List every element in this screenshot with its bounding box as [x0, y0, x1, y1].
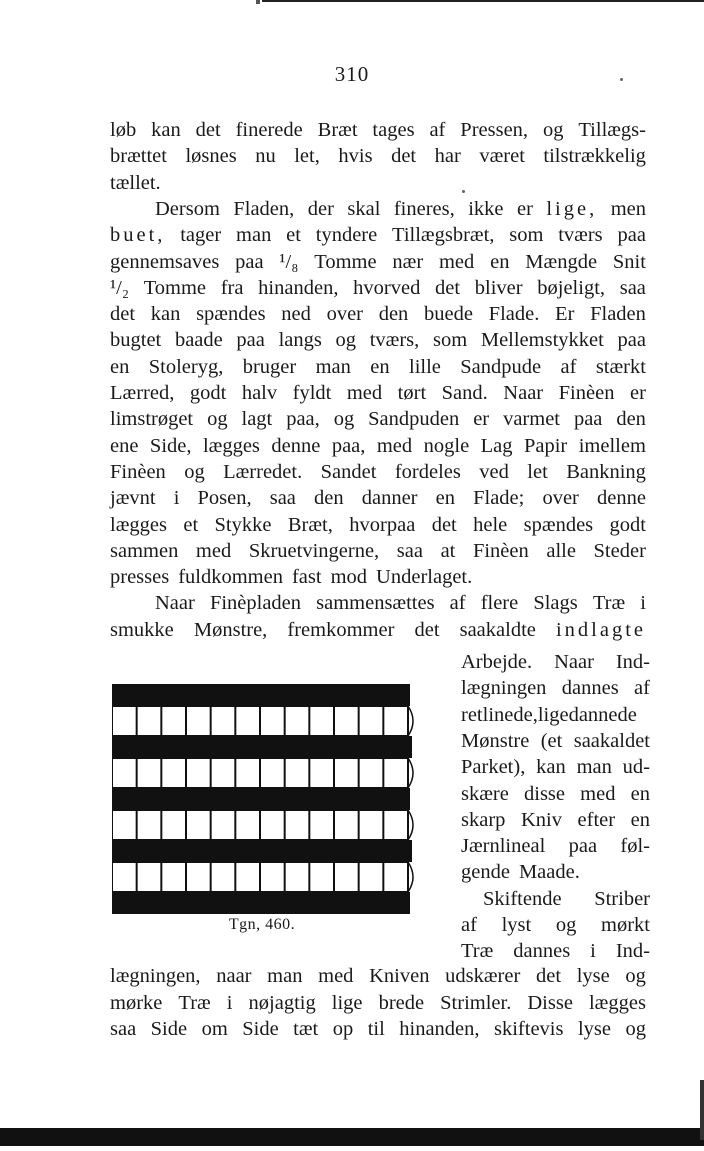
text-line [110, 432, 646, 460]
text-line [483, 885, 650, 913]
word: om [201, 1018, 228, 1040]
word: (et [540, 729, 563, 752]
word: smukke [110, 618, 174, 641]
word: skal [347, 197, 381, 220]
word: alle [546, 539, 576, 562]
word: skære [461, 782, 509, 805]
word: Fladen, [233, 197, 295, 220]
word: brede [378, 991, 425, 1014]
word: varmet [503, 408, 560, 431]
word: fra [220, 276, 244, 299]
word: skiftevis [494, 1018, 564, 1040]
word: nogle [423, 434, 470, 457]
word: hvis [338, 145, 373, 168]
word: nøjagtig [248, 991, 316, 1014]
dark-stripe [112, 840, 412, 862]
word: Lærredet. [223, 460, 303, 483]
word: let, [294, 145, 320, 168]
word: i [226, 991, 233, 1014]
word: mørke [110, 991, 163, 1014]
word: en [110, 355, 130, 378]
word: hele [473, 513, 508, 536]
word: indlagte [555, 618, 646, 641]
word: Bankning [566, 460, 646, 483]
word: lige [331, 991, 363, 1014]
word: Fladen [590, 303, 646, 326]
word: hvorpaa [349, 513, 416, 536]
word: man [315, 355, 351, 378]
word: kan [150, 303, 181, 326]
word: paa [617, 329, 646, 352]
word: Finèpladen [209, 592, 302, 615]
word: fyldt [292, 382, 332, 404]
word: saa [396, 539, 423, 562]
text-line [110, 537, 646, 565]
word: har [434, 145, 461, 168]
word: i [590, 940, 596, 963]
word: i [173, 487, 180, 510]
word: med [376, 434, 413, 457]
word: Arbejde. [461, 651, 533, 673]
text-line [110, 1015, 646, 1043]
word: Ind- [615, 940, 650, 963]
word: det [195, 119, 221, 141]
word: fineres, [393, 197, 455, 220]
word: nu [255, 145, 276, 168]
word: hinanden, [399, 1018, 480, 1040]
word: mørkt [601, 914, 650, 936]
word: finerede [235, 119, 303, 141]
word: saa [269, 487, 296, 510]
word: i [640, 592, 646, 615]
word: Maade. [518, 861, 580, 884]
word: Posen, [197, 487, 252, 510]
word: Træ [178, 991, 211, 1014]
word: tages [372, 119, 415, 141]
word: Mellemstykket [480, 329, 604, 352]
text-line [461, 753, 650, 781]
word: man [267, 965, 303, 987]
word: skarp [461, 808, 506, 831]
word: baade [174, 329, 223, 352]
word: Finèen [110, 460, 166, 483]
word: lyse [577, 1018, 611, 1040]
word: lægges [110, 513, 167, 536]
word: godt [609, 513, 646, 536]
word: og [335, 329, 357, 352]
word: Skiftende [483, 887, 562, 910]
word: paa [568, 835, 598, 858]
text-line [461, 806, 650, 834]
word: Skruetvingerne, [248, 539, 380, 562]
top-border [262, 0, 704, 2]
word: lægningen [461, 677, 547, 700]
scan-speck [620, 78, 623, 81]
word: Pressen, [460, 119, 529, 141]
word: tyndere [315, 224, 378, 247]
word: og [333, 408, 355, 431]
word: tæt [293, 1018, 319, 1040]
word: Tillægsbræt, [392, 224, 495, 247]
word: til [367, 1018, 385, 1040]
word: paa, [331, 434, 366, 457]
word: og [184, 460, 205, 483]
word: og [207, 408, 228, 431]
text-line [461, 701, 650, 729]
text-line [110, 142, 646, 170]
word: lyse [576, 965, 610, 987]
word: lyst [501, 914, 532, 936]
word: fremkommer [287, 618, 395, 641]
light-stripe [112, 758, 413, 788]
word: Snit [612, 250, 646, 273]
word: en [630, 782, 650, 805]
text-line [110, 484, 646, 512]
word: spændes [523, 513, 594, 536]
word: den [314, 487, 344, 510]
word: og [542, 119, 564, 141]
word: tørt [397, 382, 427, 404]
word: Lærred, [110, 382, 175, 404]
word: dannes [513, 940, 571, 963]
word: bliver [474, 276, 523, 299]
word: at [440, 539, 456, 562]
word: det [535, 965, 562, 987]
word: man [236, 224, 272, 247]
word: naar [216, 965, 252, 987]
word: efter [577, 808, 616, 831]
word: det [435, 276, 461, 299]
word: lagt [241, 408, 273, 431]
word: Bræt, [287, 513, 333, 536]
word: presses [110, 566, 170, 589]
word: Slags [533, 592, 578, 615]
word: en [630, 808, 650, 831]
word: og [625, 1018, 646, 1040]
word: bruger [242, 355, 297, 378]
word: et [183, 513, 199, 536]
word: med [438, 250, 475, 273]
word: gende [461, 861, 510, 884]
word: over [326, 303, 363, 326]
text-line [461, 674, 650, 702]
word: Finèen [558, 382, 615, 404]
word: saakaldet [573, 729, 650, 752]
word: Bræt [317, 119, 358, 141]
word: Naar [503, 382, 544, 404]
word: Ind- [615, 651, 650, 673]
word: paa [617, 224, 646, 247]
word: er [629, 382, 646, 404]
word: Disse [527, 991, 573, 1014]
dark-stripe [112, 788, 410, 810]
word: som [509, 224, 544, 247]
word: ned [281, 303, 311, 326]
word: retlinede,ligedannede [461, 703, 637, 726]
word: imellem [578, 434, 646, 457]
word: Papir [523, 434, 568, 457]
text-line [110, 616, 646, 644]
word: Stykke [214, 513, 272, 536]
word: Strimler. [440, 991, 512, 1014]
word: er [473, 408, 490, 431]
word: Kniv [520, 808, 562, 831]
word: buet, [110, 224, 166, 247]
word: langs [278, 329, 322, 352]
text-line [461, 832, 650, 860]
word: halv [241, 382, 278, 404]
word: danner [361, 487, 418, 510]
word: Parket), [461, 756, 526, 779]
text-line [110, 353, 646, 381]
word: flere [480, 592, 519, 615]
word: sammen [110, 539, 179, 562]
word: lægningen, [110, 965, 201, 987]
word: disse [524, 782, 565, 805]
word: er [516, 197, 533, 220]
text-line [461, 648, 650, 676]
word: Mønstre, [193, 618, 268, 641]
word: saa [110, 1018, 137, 1040]
word: Underlaget. [376, 566, 473, 589]
word: været [479, 145, 525, 168]
word: det [414, 618, 440, 641]
word: den [616, 408, 646, 431]
text-line [110, 116, 646, 144]
text-line [155, 195, 646, 223]
word: tilstrækkelig [543, 145, 646, 168]
figure-parquet-stripes [112, 684, 430, 916]
word: Side [242, 1018, 279, 1040]
word: lige, [546, 197, 598, 220]
word: fuldkommen [178, 566, 283, 589]
word: tager [180, 224, 222, 247]
figure-caption: Tgn, 460. [228, 916, 296, 933]
text-line [461, 727, 650, 755]
word: hvorved [353, 276, 421, 299]
word: og [555, 914, 577, 936]
text-line [110, 458, 646, 486]
word: løsnes [185, 145, 237, 168]
word: Striber [594, 887, 650, 910]
text-line [461, 858, 650, 886]
page-edge [700, 1080, 704, 1140]
text-line [110, 169, 646, 197]
dark-stripe [112, 892, 410, 914]
word: godt [189, 382, 227, 404]
word: tværs [558, 224, 603, 247]
text-line [110, 326, 646, 354]
word: Naar [155, 592, 195, 615]
word: men [610, 197, 646, 220]
word: ved [479, 460, 509, 483]
word: Dersom [155, 197, 220, 220]
word: tællet. [110, 171, 161, 194]
word: stærkt [595, 355, 646, 378]
word: let [527, 460, 548, 483]
word: som [432, 329, 468, 352]
word: der [307, 197, 334, 220]
word: saa [619, 276, 646, 299]
text-line [110, 989, 646, 1017]
word: det [431, 513, 457, 536]
word: spændes [196, 303, 266, 326]
word: Lag [480, 434, 513, 457]
word: en [435, 487, 455, 510]
word: sammensættes [316, 592, 435, 615]
word: lægges [588, 991, 646, 1014]
word: paa [236, 329, 265, 352]
word: Er [555, 303, 575, 326]
dark-stripe [112, 684, 410, 706]
word: Flade; [473, 487, 525, 510]
text-line [110, 379, 646, 407]
word: Tomme [143, 276, 207, 299]
word: brættet [110, 145, 167, 168]
light-stripe [112, 810, 413, 840]
word: føl- [620, 835, 650, 858]
word: Side [150, 1018, 188, 1040]
word: fordeles [394, 460, 461, 483]
word: ikke [468, 197, 504, 220]
word: tværs, [369, 329, 420, 352]
word: Steder [593, 539, 646, 562]
word: ¹/₈ [279, 250, 299, 273]
word: bøjeligt, [537, 276, 606, 299]
word: Stoleryg, [148, 355, 224, 378]
word: ¹/₂ [110, 276, 129, 299]
word: Tomme [314, 250, 377, 273]
scan-speck [462, 190, 465, 193]
word: Mønstre [461, 729, 530, 752]
text-line [110, 563, 646, 591]
scan-mark [256, 0, 260, 4]
word: Tillægs- [578, 119, 646, 141]
word: kan [536, 756, 566, 779]
word: med [346, 382, 383, 404]
text-line [110, 248, 646, 276]
word: Sandpude [460, 355, 542, 378]
word: fast [291, 566, 322, 589]
word: gennemsaves [110, 250, 220, 273]
word: man [576, 756, 612, 779]
word: nær [392, 250, 424, 273]
word: Naar [554, 651, 594, 673]
light-stripe [112, 706, 413, 736]
word: limstrøget [110, 408, 194, 431]
word: af [449, 592, 466, 615]
word: denne [271, 434, 321, 457]
word: mod [330, 566, 368, 589]
word: af [560, 355, 577, 378]
text-line [461, 911, 650, 939]
word: det [110, 303, 136, 326]
text-line [110, 300, 646, 328]
word: paa [573, 408, 603, 431]
word: Sand. [441, 382, 488, 404]
word: af [429, 119, 446, 141]
word: ene [110, 434, 139, 457]
word: og [625, 965, 646, 987]
word: Kniven [369, 965, 430, 987]
word: en [370, 355, 390, 378]
word: jævnt [110, 487, 156, 510]
word: Finèen [472, 539, 529, 562]
word: af [634, 677, 650, 700]
word: Side, [149, 434, 192, 457]
word: det [391, 145, 417, 168]
word: paa, [286, 408, 320, 431]
word: Sandet [320, 460, 377, 483]
word: udskærer [445, 965, 521, 987]
word: med [580, 782, 616, 805]
text-line [110, 962, 646, 990]
word: denne [597, 487, 646, 510]
text-line [155, 589, 646, 617]
word: med [195, 539, 232, 562]
word: med [318, 965, 354, 987]
word: den [378, 303, 409, 326]
text-line [110, 274, 646, 302]
text-line [110, 405, 646, 433]
word: ud- [622, 756, 650, 779]
light-stripe [112, 862, 413, 892]
word: løb [110, 119, 137, 141]
text-line [461, 780, 650, 808]
word: Jærnlineal [461, 835, 546, 858]
word: en [490, 250, 510, 273]
word: paa [235, 250, 264, 273]
word: op [332, 1018, 354, 1040]
text-line [110, 511, 646, 539]
word: Mængde [525, 250, 598, 273]
word: over [542, 487, 579, 510]
word: saakaldte [459, 618, 536, 641]
word: lægges [202, 434, 260, 457]
word: bugtet [110, 329, 162, 352]
bottom-border [0, 1128, 704, 1146]
word: Træ [592, 592, 626, 615]
text-line [110, 221, 646, 249]
word: af [461, 914, 477, 936]
word: Sandpuden [368, 408, 460, 431]
word: Træ [461, 940, 494, 963]
word: dannes [561, 677, 619, 700]
word: lille [409, 355, 441, 378]
dark-stripe [112, 736, 412, 758]
word: hinanden, [258, 276, 339, 299]
word: Flade. [488, 303, 540, 326]
word: buede [424, 303, 473, 326]
word: kan [151, 119, 181, 141]
word: et [286, 224, 301, 247]
page-number: 310 [334, 62, 370, 86]
